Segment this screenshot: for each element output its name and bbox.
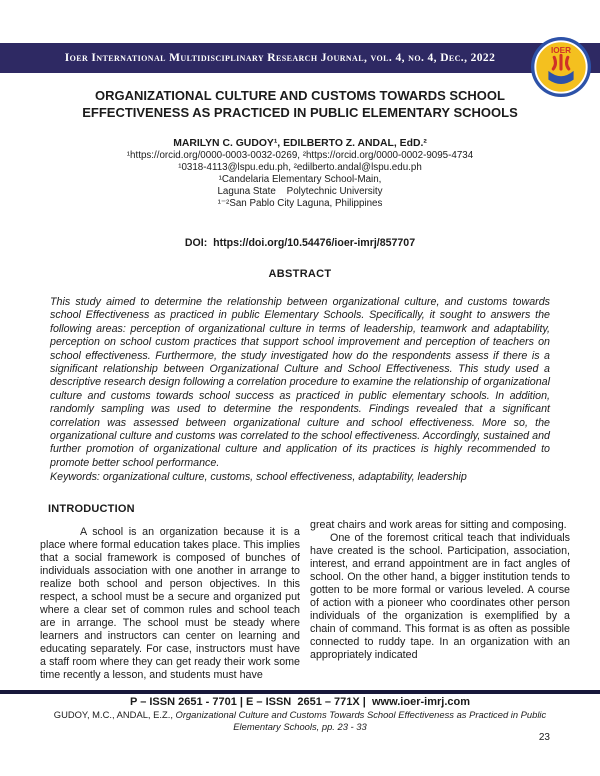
footer-divider-rule xyxy=(0,690,600,694)
abstract-heading: ABSTRACT xyxy=(268,268,332,280)
introduction-paragraph: A school is an organization because it is a place where formal education takes place. This implies that a social framework is composed of bunches of individuals association with one another in arrange to realize both school and person objectives. In this respect, a school must be a secure and organized put where a clear set of common rules and school teach are in arrange. The school must be steady where learners and instructors can center on learning and educating separately. For case, instructors must have a staff room where they can get ready their work some time recently a lesson, and students must have xyxy=(40,526,300,681)
affiliation-line-2: Laguna State Polytechnic University xyxy=(217,186,383,197)
logo-text: IOER xyxy=(550,45,572,55)
author-names: MARILYN C. GUDOY¹, EDILBERTO Z. ANDAL, EdD.² xyxy=(173,138,427,149)
orcid-line: ¹https://orcid.org/0000-0003-0032-0269, ²https://orcid.org/0000-0002-9095-4734 xyxy=(126,150,474,161)
footer-issn-line: P – ISSN 2651 - 7701 | E – ISSN 2651 – 771X | www.ioer-imrj.com xyxy=(130,696,470,708)
email-line: ¹0318-4113@lspu.edu.ph, ²edilberto.andal@lspu.edu.ph xyxy=(178,162,422,173)
introduction-paragraph: One of the foremost critical teach that individuals have created is the school. Participation, association, interest, and errand appointment are in fact angles of school. On the other hand, a bigger institution tends to gotten to be more formal or various leveled. A course of action with a pioneer who coordinates other person individuals of the organization is exemplified by a chain of command. This format is as often as possible connected to ruddy tape. In an organization with an appropriately indicated xyxy=(310,532,570,661)
affiliation-line-3: ¹⁻²San Pablo City Laguna, Philippines xyxy=(217,198,383,209)
authors-block xyxy=(30,138,570,210)
introduction-paragraph: great chairs and work areas for sitting and composing. xyxy=(310,519,567,531)
page-number: 23 xyxy=(538,732,550,743)
introduction-right-column xyxy=(310,501,570,690)
footer-citation xyxy=(30,709,570,732)
abstract-text: This study aimed to determine the relationship between organizational culture, and customs towards school Effectiveness as practiced in public Elementary Schools. Specifically, it sought to answers the following areas: perception of organizational culture in terms of leadership, teamwork and adaptability, perception on school custom practices that support school improvement and perception of teachers on school effectiveness. Furthermore, the study investigated how do the respondents assess if there is a significant relationship between Organizational Culture and School Effectiveness. This study used a descriptive research design following a correlation procedure to examine the relationship of organizational culture and customs towards school success as practiced in public elementary schools. In addition, randomly sampling was used to determine the respondents. Findings revealed that a significant correlation was assessed between organizational culture and school effectiveness. More so, the organizational culture and customs was correlated to the school effectiveness. Accordingly, sustained and further promotion of organizational culture and application of its practices is highly recommended to promote better school performance. xyxy=(50,296,550,469)
journal-title: Ioer International Multidisciplinary Research Journal, vol. 4, no. 4, Dec., 2022 xyxy=(64,52,496,64)
doi-line: DOI: https://doi.org/10.54476/ioer-imrj/857707 xyxy=(184,237,416,249)
introduction-section xyxy=(40,501,570,690)
journal-header-bar xyxy=(0,43,600,73)
article-title: ORGANIZATIONAL CULTURE AND CUSTOMS TOWARDS SCHOOL EFFECTIVENESS AS PRACTICED IN PUBLIC ELEMENTARY SCHOOLS xyxy=(82,88,518,120)
citation-title: Organizational Culture and Customs Towards School Effectiveness as Practiced in Public Elementary Schools, pp. 23 - 33 xyxy=(175,709,547,732)
citation-authors: GUDOY, M.C., ANDAL, E.Z., xyxy=(53,709,176,720)
keywords-line: Keywords: organizational culture, customs, school effectiveness, adaptability, leadership xyxy=(50,471,467,483)
introduction-left-column xyxy=(40,501,300,690)
introduction-heading: INTRODUCTION xyxy=(48,503,135,515)
affiliation-line-1: ¹Candelaria Elementary School-Main, xyxy=(218,174,382,185)
